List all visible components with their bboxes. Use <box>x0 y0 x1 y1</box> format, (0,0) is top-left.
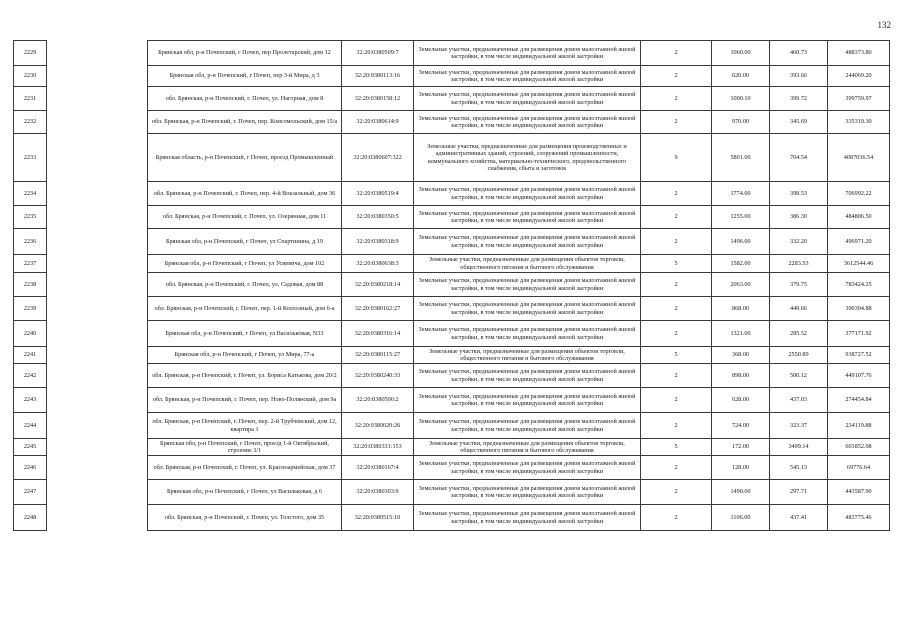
cadastral-value-cell: 3612544.46 <box>828 255 890 273</box>
cadastral-value-cell: 377171.92 <box>828 321 890 347</box>
specific-value-cell: 3499.14 <box>770 439 828 456</box>
table-row <box>14 456 890 480</box>
area-cell: 898.00 <box>712 364 770 388</box>
cadastral-number-cell: 32:20:0380519:4 <box>342 182 414 206</box>
area-cell: 1060.00 <box>712 41 770 66</box>
group-cell: 2 <box>641 297 712 321</box>
address-cell: обл. Брянская, р-н Почепский, г. Почеп, пер. 2-й Трубчевский, дом 12, квартира 1 <box>148 413 342 439</box>
cadastral-number-cell: 32:20:0380506:2 <box>342 388 414 413</box>
group-cell: 2 <box>641 182 712 206</box>
land-use-cell: Земельные участки, предназначенные для размещения объектов торговли, общественного питания и бытового обслуживания <box>414 439 641 456</box>
blank-column <box>47 87 148 111</box>
land-use-cell: Земельные участки, предназначенные для размещения домов малоэтажной жилой застройки, в том числе индивидуальной жилой застройки <box>414 321 641 347</box>
table-row <box>14 413 890 439</box>
row-number: 2235 <box>14 206 47 229</box>
address-cell: обл. Брянская, р-н Почепский, г. Почеп, пер. 4-й Вокзальный, дом 36 <box>148 182 342 206</box>
specific-value-cell: 500.12 <box>770 364 828 388</box>
group-cell: 5 <box>641 439 712 456</box>
area-cell: 172.00 <box>712 439 770 456</box>
cadastral-number-cell: 32:20:0380113:16 <box>342 66 414 87</box>
area-cell: 1490.00 <box>712 480 770 505</box>
specific-value-cell: 297.71 <box>770 480 828 505</box>
area-cell: 1496.00 <box>712 229 770 255</box>
group-cell: 5 <box>641 347 712 364</box>
address-cell: Брянская область, р-н Почепский, г Почеп, проезд Промышленный <box>148 134 342 182</box>
address-cell: обл. Брянская, р-н Почепский, г. Почеп, пер. Комсомольский, дом 15/а <box>148 111 342 134</box>
group-cell: 2 <box>641 505 712 531</box>
specific-value-cell: 379.75 <box>770 273 828 297</box>
cadastral-value-cell: 484806.50 <box>828 206 890 229</box>
blank-column <box>47 321 148 347</box>
cadastral-value-cell: 399759.97 <box>828 87 890 111</box>
cadastral-number-cell: 32:20:0380303:9 <box>342 480 414 505</box>
table-row <box>14 111 890 134</box>
row-number: 2234 <box>14 182 47 206</box>
row-number: 2238 <box>14 273 47 297</box>
cadastral-number-cell: 32:20:0380115:27 <box>342 347 414 364</box>
cadastral-value-cell: 443587.90 <box>828 480 890 505</box>
land-use-cell: Земельные участки, предназначенные для размещения домов малоэтажной жилой застройки, в том числе индивидуальной жилой застройки <box>414 413 641 439</box>
group-cell: 2 <box>641 41 712 66</box>
blank-column <box>47 297 148 321</box>
group-cell: 2 <box>641 413 712 439</box>
area-cell: 128.00 <box>712 456 770 480</box>
cadastral-value-cell: 449107.76 <box>828 364 890 388</box>
specific-value-cell: 393.66 <box>770 66 828 87</box>
group-cell: 2 <box>641 87 712 111</box>
area-cell: 628.00 <box>712 388 770 413</box>
cadastral-value-cell: 938727.52 <box>828 347 890 364</box>
cadastral-value-cell: 335319.30 <box>828 111 890 134</box>
blank-column <box>47 480 148 505</box>
group-cell: 9 <box>641 134 712 182</box>
address-cell: обл. Брянская, р-н Почепский, г. Почеп, ул. Озерянная, дом 11 <box>148 206 342 229</box>
area-cell: 724.00 <box>712 413 770 439</box>
row-number: 2244 <box>14 413 47 439</box>
table-row <box>14 505 890 531</box>
specific-value-cell: 398.53 <box>770 182 828 206</box>
cadastral-value-cell: 783424.25 <box>828 273 890 297</box>
row-number: 2239 <box>14 297 47 321</box>
blank-column <box>47 364 148 388</box>
cadastral-number-cell: 32:20:0380158:12 <box>342 87 414 111</box>
blank-column <box>47 505 148 531</box>
specific-value-cell: 399.72 <box>770 87 828 111</box>
row-number: 2247 <box>14 480 47 505</box>
page-number: 132 <box>877 20 891 30</box>
table-row <box>14 297 890 321</box>
group-cell: 2 <box>641 364 712 388</box>
blank-column <box>47 41 148 66</box>
row-number: 2233 <box>14 134 47 182</box>
specific-value-cell: 345.69 <box>770 111 828 134</box>
cadastral-number-cell: 32:20:0380509:7 <box>342 41 414 66</box>
row-number: 2236 <box>14 229 47 255</box>
cadastral-value-cell: 244069.20 <box>828 66 890 87</box>
table-row <box>14 273 890 297</box>
group-cell: 2 <box>641 456 712 480</box>
cadastral-value-cell: 706992.22 <box>828 182 890 206</box>
row-number: 2248 <box>14 505 47 531</box>
cadastral-number-cell: 32:20:0380620:26 <box>342 413 414 439</box>
group-cell: 2 <box>641 388 712 413</box>
table-row <box>14 439 890 456</box>
area-cell: 868.00 <box>712 297 770 321</box>
row-number: 2229 <box>14 41 47 66</box>
address-cell: Брянская обл, р-н Почепский, г Почеп, ул Спартинина, д 19 <box>148 229 342 255</box>
blank-column <box>47 111 148 134</box>
cadastral-value-cell: 483775.46 <box>828 505 890 531</box>
land-use-cell: Земельные участки, предназначенные для размещения домов малоэтажной жилой застройки, в том числе индивидуальной жилой застройки <box>414 388 641 413</box>
row-number: 2232 <box>14 111 47 134</box>
land-use-cell: Земельные участки, предназначенные для размещения объектов торговли, общественного питания и бытового обслуживания <box>414 347 641 364</box>
table-row <box>14 134 890 182</box>
land-use-cell: Земельные участки, предназначенные для размещения домов малоэтажной жилой застройки, в том числе индивидуальной жилой застройки <box>414 297 641 321</box>
cadastral-value-cell: 4087036.54 <box>828 134 890 182</box>
area-cell: 2063.00 <box>712 273 770 297</box>
specific-value-cell: 2283.53 <box>770 255 828 273</box>
specific-value-cell: 332.20 <box>770 229 828 255</box>
specific-value-cell: 704.54 <box>770 134 828 182</box>
cadastral-number-cell: 32:20:0380350:5 <box>342 206 414 229</box>
area-cell: 5801.00 <box>712 134 770 182</box>
cadastral-number-cell: 32:20:0380167:4 <box>342 456 414 480</box>
area-cell: 368.00 <box>712 347 770 364</box>
cadastral-number-cell: 32:20:0380318:9 <box>342 229 414 255</box>
area-cell: 1255.00 <box>712 206 770 229</box>
table-row <box>14 182 890 206</box>
address-cell: Брянская обл, р-н Почепский, г Почеп, пер 3-й Мира, д 3 <box>148 66 342 87</box>
address-cell: обл. Брянская, р-н Почепский, г. Почеп, ул. Красноармейская, дом 37 <box>148 456 342 480</box>
blank-column <box>47 66 148 87</box>
land-use-cell: Земельные участки, предназначенные для размещения домов малоэтажной жилой застройки, в том числе индивидуальной жилой застройки <box>414 182 641 206</box>
row-number: 2242 <box>14 364 47 388</box>
group-cell: 5 <box>641 255 712 273</box>
group-cell: 2 <box>641 229 712 255</box>
address-cell: Брянская обл, р-н Почепский, г Почеп, проезд 1-й Октябрьский, строение 3/1 <box>148 439 342 456</box>
specific-value-cell: 323.37 <box>770 413 828 439</box>
land-use-cell: Земельные участки, предназначенные для размещения домов малоэтажной жилой застройки, в том числе индивидуальной жилой застройки <box>414 41 641 66</box>
land-use-cell: Земельные участки, предназначенные для размещения объектов торговли, общественного питания и бытового обслуживания <box>414 255 641 273</box>
cadastral-number-cell: 32:20:0380218:14 <box>342 273 414 297</box>
address-cell: обл. Брянская, р-н Почепский, г. Почеп, ул. Садовая, дом 88 <box>148 273 342 297</box>
cadastral-number-cell: 32:20:0380515:10 <box>342 505 414 531</box>
blank-column <box>47 182 148 206</box>
cadastral-number-cell: 32:20:0380316:14 <box>342 321 414 347</box>
specific-value-cell: 386.30 <box>770 206 828 229</box>
cadastral-value-cell: 390304.88 <box>828 297 890 321</box>
address-cell: обл. Брянская, р-н Почепский, г. Почеп, ул. Бориса Катькова, дом 20/2 <box>148 364 342 388</box>
land-use-cell: Земельные участки, предназначенные для размещения домов малоэтажной жилой застройки, в том числе индивидуальной жилой застройки <box>414 229 641 255</box>
area-cell: 1582.00 <box>712 255 770 273</box>
cadastral-number-cell: 32:20:0380331:153 <box>342 439 414 456</box>
blank-column <box>47 255 148 273</box>
row-number: 2231 <box>14 87 47 111</box>
specific-value-cell: 460.73 <box>770 41 828 66</box>
table-row <box>14 388 890 413</box>
specific-value-cell: 437.41 <box>770 505 828 531</box>
blank-column <box>47 413 148 439</box>
table-row <box>14 66 890 87</box>
table-row <box>14 41 890 66</box>
land-use-cell: Земельные участки, предназначенные для размещения домов малоэтажной жилой застройки, в том числе индивидуальной жилой застройки <box>414 66 641 87</box>
area-cell: 1000.10 <box>712 87 770 111</box>
blank-column <box>47 206 148 229</box>
row-number: 2230 <box>14 66 47 87</box>
group-cell: 2 <box>641 66 712 87</box>
blank-column <box>47 273 148 297</box>
address-cell: обл. Брянская, р-н Почепский, г. Почеп, ул. Толстого, дом 35 <box>148 505 342 531</box>
blank-column <box>47 134 148 182</box>
address-cell: Брянская обл, р-н Почепский, г Почеп, ул Васильковая, N33 <box>148 321 342 347</box>
row-number: 2240 <box>14 321 47 347</box>
cadastral-value-cell: 488373.80 <box>828 41 890 66</box>
row-number: 2245 <box>14 439 47 456</box>
area-cell: 1106.00 <box>712 505 770 531</box>
group-cell: 2 <box>641 111 712 134</box>
cadastral-value-table <box>13 40 890 531</box>
blank-column <box>47 347 148 364</box>
address-cell: Брянская обл, р-н Почепский, г Почеп, пер Пролетарский, дом 12 <box>148 41 342 66</box>
cadastral-value-cell: 234119.88 <box>828 413 890 439</box>
table-row <box>14 321 890 347</box>
row-number: 2241 <box>14 347 47 364</box>
cadastral-value-cell: 496971.20 <box>828 229 890 255</box>
blank-column <box>47 456 148 480</box>
specific-value-cell: 2550.89 <box>770 347 828 364</box>
land-use-cell: Земельные участки, предназначенные для размещения домов малоэтажной жилой застройки, в том числе индивидуальной жилой застройки <box>414 206 641 229</box>
cadastral-number-cell: 32:20:0380607:322 <box>342 134 414 182</box>
specific-value-cell: 285.52 <box>770 321 828 347</box>
address-cell: обл. Брянская, р-н Почепский, г. Почеп, пер. Ново-Полянский, дом 9а <box>148 388 342 413</box>
land-use-cell: Земельные участки, предназначенные для размещения домов малоэтажной жилой застройки, в том числе индивидуальной жилой застройки <box>414 273 641 297</box>
address-cell: обл. Брянская, р-н Почепский, г. Почеп, ул. Нагорная, дом 8 <box>148 87 342 111</box>
address-cell: Брянская обл, р-н Почепский, г Почеп, ул Усиевича, дом 102 <box>148 255 342 273</box>
land-use-cell: Земельные участки, предназначенные для размещения домов малоэтажной жилой застройки, в том числе индивидуальной жилой застройки <box>414 505 641 531</box>
cadastral-value-cell: 601852.08 <box>828 439 890 456</box>
table-row <box>14 87 890 111</box>
row-number: 2246 <box>14 456 47 480</box>
address-cell: обл. Брянская, р-н Почепский, г. Почеп, пер. 1-й Колхозный, дом 6-а <box>148 297 342 321</box>
group-cell: 2 <box>641 321 712 347</box>
land-use-cell: Земельные участки, предназначенные для размещения домов малоэтажной жилой застройки, в том числе индивидуальной жилой застройки <box>414 364 641 388</box>
group-cell: 2 <box>641 206 712 229</box>
blank-column <box>47 439 148 456</box>
row-number: 2243 <box>14 388 47 413</box>
area-cell: 1321.00 <box>712 321 770 347</box>
address-cell: Брянская обл, р-н Почепский, г Почеп, ул Мира, 77-а <box>148 347 342 364</box>
cadastral-number-cell: 32:20:0380162:27 <box>342 297 414 321</box>
land-use-cell: Земельные участки, предназначенные для размещения производственных и административных зданий, строений, сооружений промышленности, коммунального хозяйства, материально-технического, продовольственного снабжения, сбыта и заготовок <box>414 134 641 182</box>
row-number: 2237 <box>14 255 47 273</box>
specific-value-cell: 437.03 <box>770 388 828 413</box>
specific-value-cell: 449.66 <box>770 297 828 321</box>
blank-column <box>47 388 148 413</box>
table-row <box>14 229 890 255</box>
group-cell: 2 <box>641 273 712 297</box>
cadastral-number-cell: 32:20:0380240:33 <box>342 364 414 388</box>
land-use-cell: Земельные участки, предназначенные для размещения домов малоэтажной жилой застройки, в том числе индивидуальной жилой застройки <box>414 111 641 134</box>
area-cell: 620.00 <box>712 66 770 87</box>
cadastral-number-cell: 32:20:0380614:9 <box>342 111 414 134</box>
land-use-cell: Земельные участки, предназначенные для размещения домов малоэтажной жилой застройки, в том числе индивидуальной жилой застройки <box>414 87 641 111</box>
land-use-cell: Земельные участки, предназначенные для размещения домов малоэтажной жилой застройки, в том числе индивидуальной жилой застройки <box>414 456 641 480</box>
blank-column <box>47 229 148 255</box>
table-row <box>14 206 890 229</box>
address-cell: Брянская обл, р-н Почепский, г Почеп, ул Васильковая, д 6 <box>148 480 342 505</box>
land-use-cell: Земельные участки, предназначенные для размещения домов малоэтажной жилой застройки, в том числе индивидуальной жилой застройки <box>414 480 641 505</box>
cadastral-value-cell: 69776.64 <box>828 456 890 480</box>
table-row <box>14 347 890 364</box>
cadastral-number-cell: 32:20:0380638:3 <box>342 255 414 273</box>
area-cell: 1774.00 <box>712 182 770 206</box>
specific-value-cell: 545.13 <box>770 456 828 480</box>
table-row <box>14 480 890 505</box>
table-row <box>14 364 890 388</box>
table-row <box>14 255 890 273</box>
group-cell: 2 <box>641 480 712 505</box>
cadastral-value-cell: 274454.84 <box>828 388 890 413</box>
area-cell: 970.00 <box>712 111 770 134</box>
